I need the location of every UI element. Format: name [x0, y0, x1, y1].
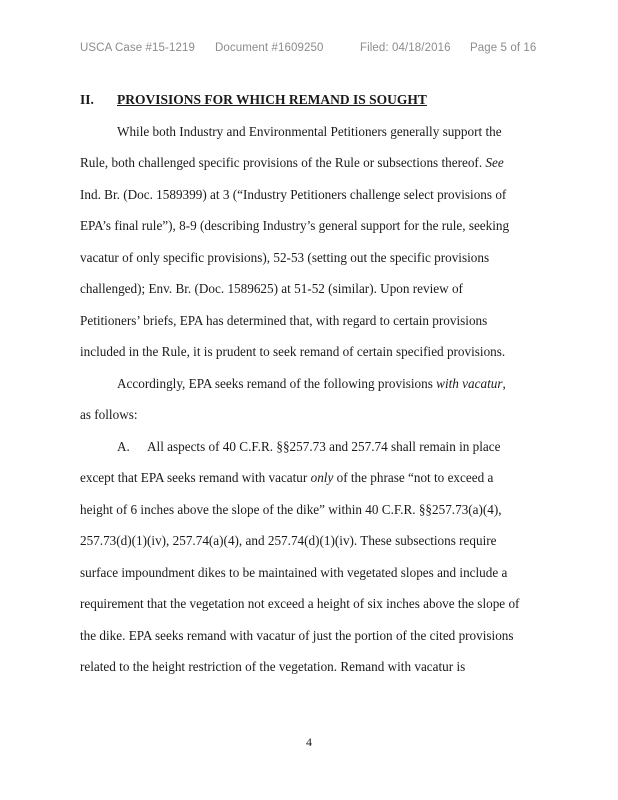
text-run: of the phrase “not to exceed a: [333, 470, 494, 485]
text-line: the dike. EPA seeks remand with vacatur of just the portion of the cited provisions: [80, 628, 514, 643]
italic-run: only: [310, 470, 334, 485]
text-line: vacatur of only specific provisions), 52-53 (setting out the specific provisions: [80, 250, 490, 265]
text-run: ,: [502, 376, 506, 391]
case-number: USCA Case #15-1219: [80, 42, 195, 54]
page-number: 4: [306, 735, 312, 749]
filed-date: Filed: 04/18/2016: [360, 42, 451, 54]
page-count: Page 5 of 16: [470, 42, 537, 54]
text-line: [117, 376, 506, 392]
text-line: requirement that the vegetation not exceed a height of six inches above the slope of: [80, 596, 520, 611]
section-number: II.: [80, 92, 94, 107]
text-line: 257.73(d)(1)(iv), 257.74(a)(4), and 257.74(d)(1)(iv). These subsections require: [80, 533, 497, 548]
section-title: PROVISIONS FOR WHICH REMAND IS SOUGHT: [117, 92, 427, 107]
italic-run: See: [485, 155, 504, 170]
page-header: [80, 42, 538, 62]
document-number: Document #1609250: [215, 42, 324, 54]
text-run: except that EPA seeks remand with vacatur: [80, 470, 311, 485]
text-line: Petitioners’ briefs, EPA has determined that, with regard to certain provisions: [80, 313, 488, 328]
text-line: [80, 470, 493, 486]
text-line: challenged); Env. Br. (Doc. 1589625) at 51-52 (similar). Upon review of: [80, 281, 463, 296]
text-line: EPA’s final rule”), 8-9 (describing Industry’s general support for the rule, seeking: [80, 218, 510, 233]
text-line: as follows:: [80, 407, 138, 422]
text-run: Accordingly, EPA seeks remand of the following provisions: [117, 376, 437, 391]
text-run: All aspects of 40 C.F.R. §§257.73 and 257.74 shall remain in place: [147, 439, 501, 454]
section-heading: [80, 92, 427, 108]
text-line: While both Industry and Environmental Petitioners generally support the: [117, 124, 502, 139]
item-label: A.: [117, 439, 130, 454]
text-line: included in the Rule, it is prudent to seek remand of certain specified provisions.: [80, 344, 506, 359]
text-line: surface impoundment dikes to be maintained with vegetated slopes and include a: [80, 565, 508, 580]
text-line: Ind. Br. (Doc. 1589399) at 3 (“Industry Petitioners challenge select provisions of: [80, 187, 507, 202]
italic-run: with vacatur: [436, 376, 503, 391]
text-line: height of 6 inches above the slope of the dike” within 40 C.F.R. §§257.73(a)(4),: [80, 502, 502, 517]
text-line: [80, 155, 504, 171]
text-line: related to the height restriction of the vegetation. Remand with vacatur is: [80, 659, 466, 674]
text-run: Rule, both challenged specific provisions of the Rule or subsections thereof.: [80, 155, 486, 170]
text-line: [117, 439, 501, 455]
